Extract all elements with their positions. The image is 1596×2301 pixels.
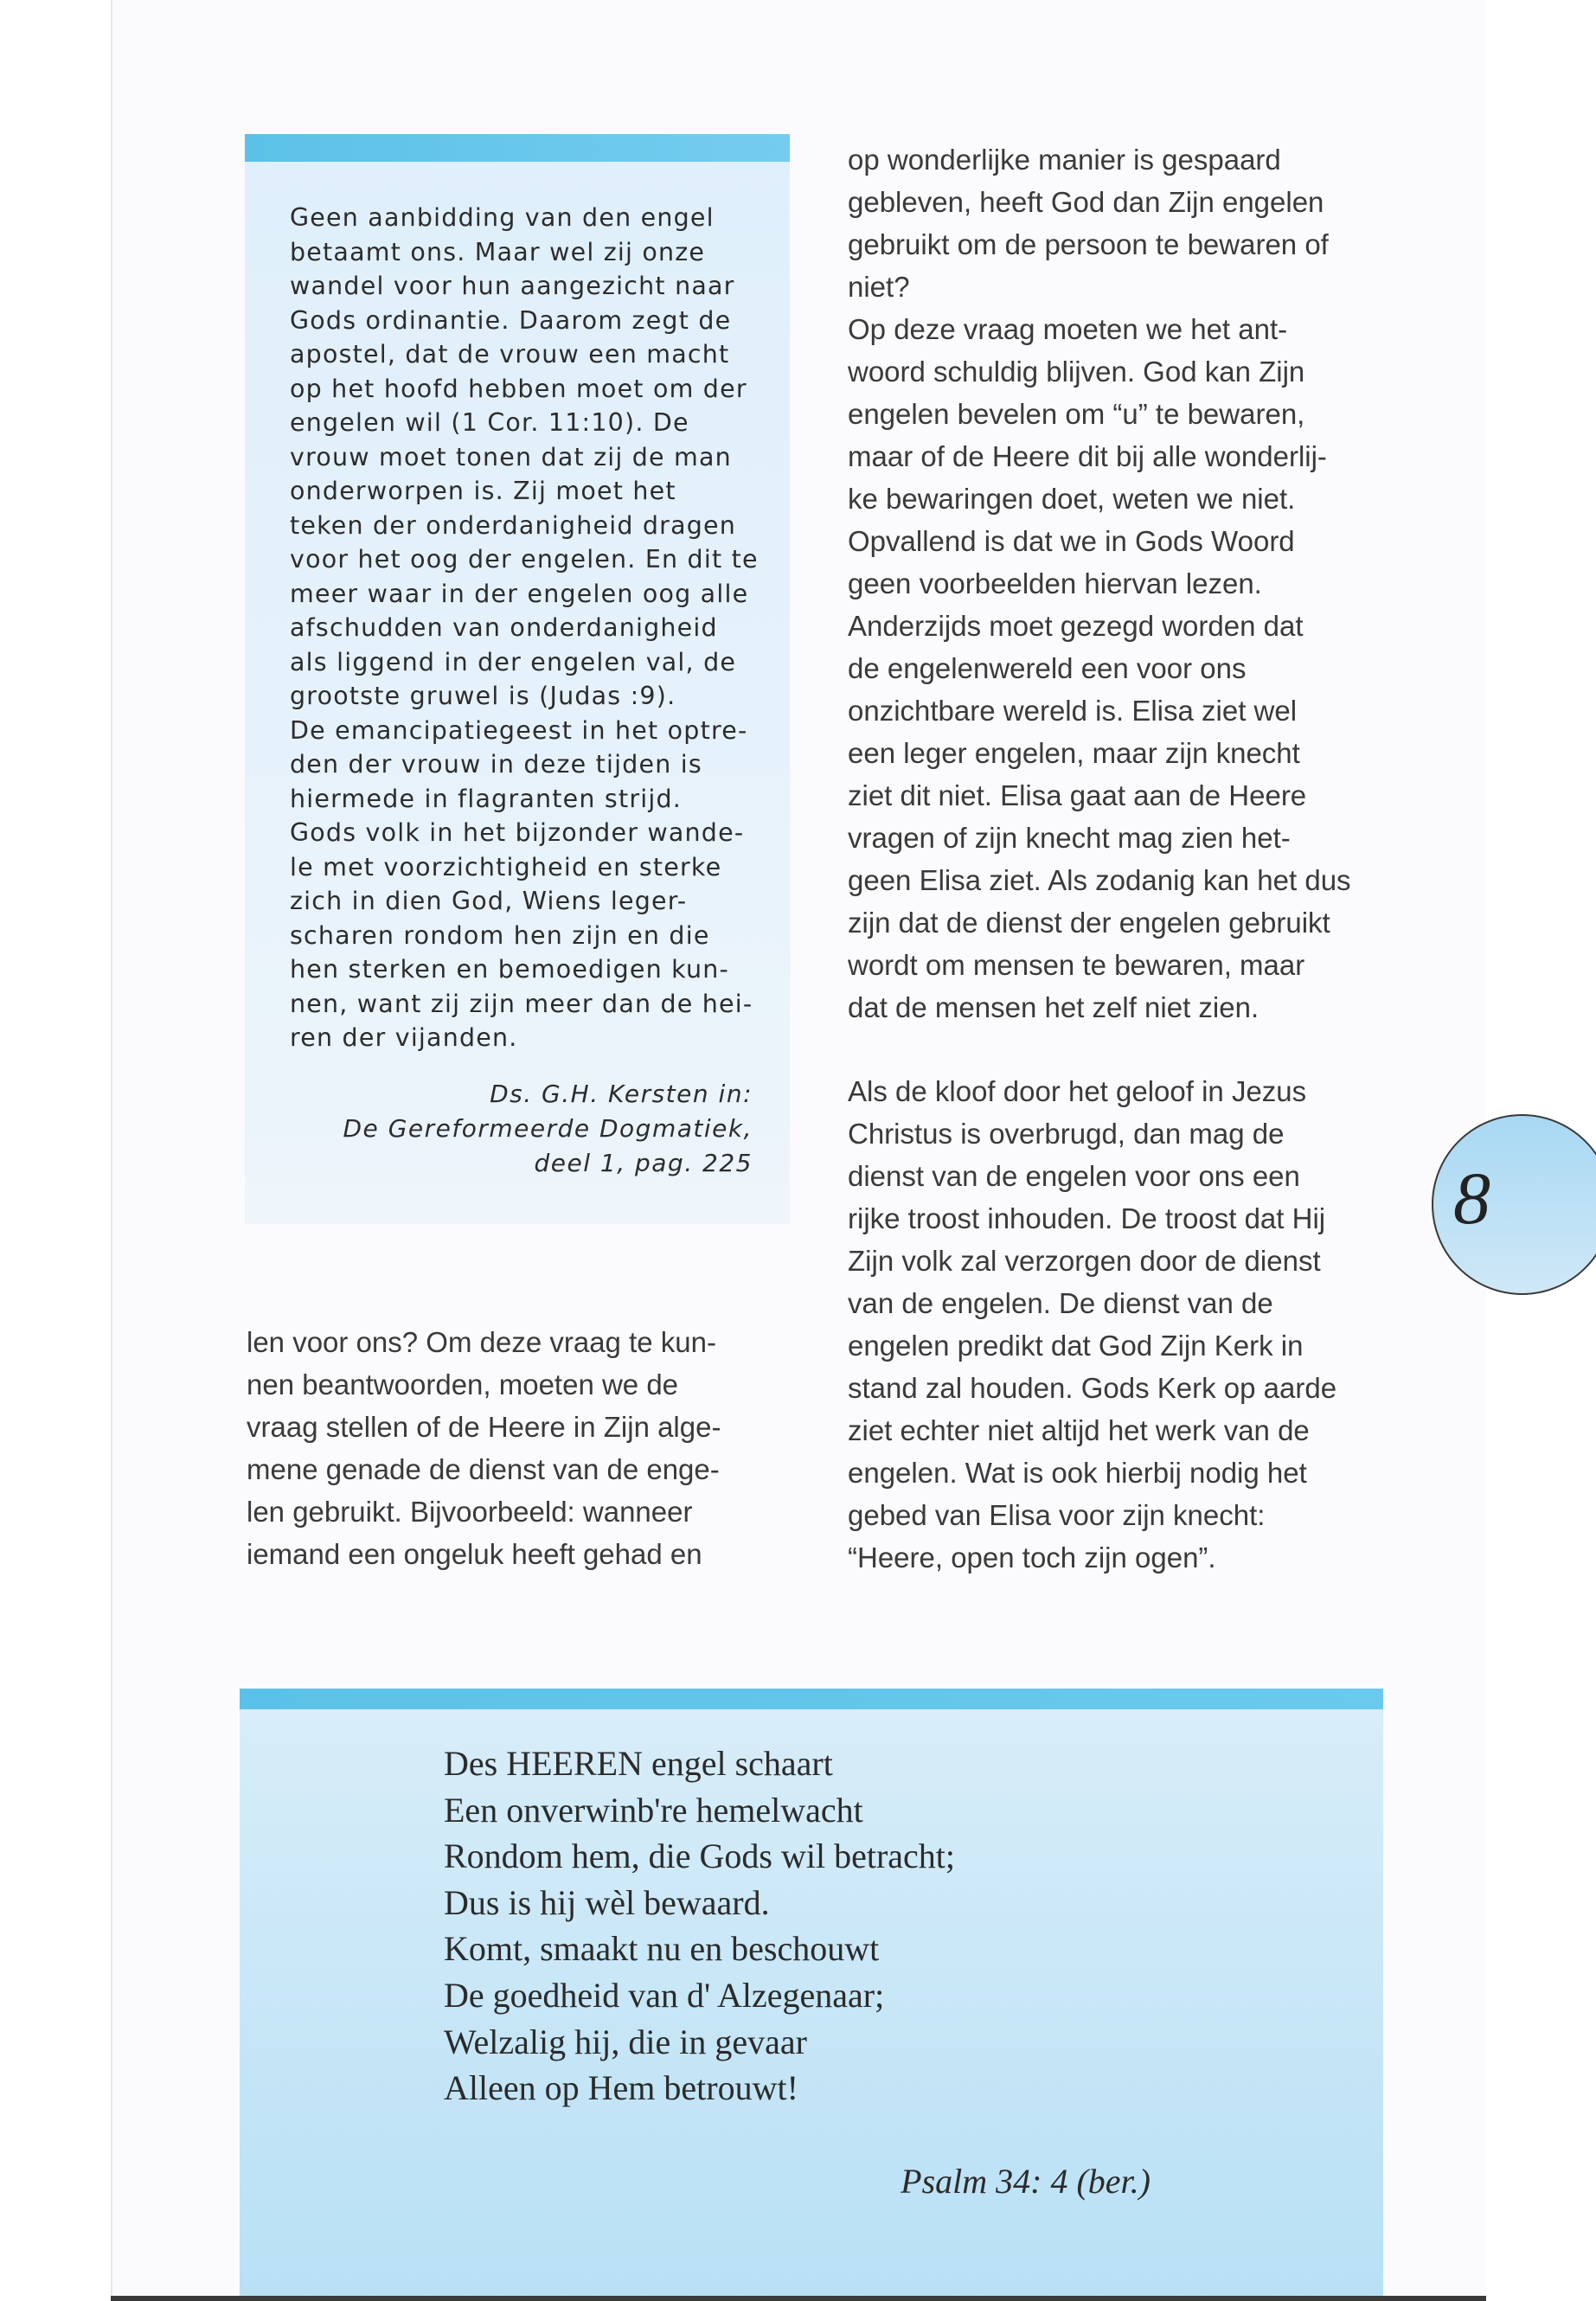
body-line: len gebruikt. Bijvoorbeeld: wanneer xyxy=(247,1496,693,1528)
body-line: dienst van de engelen voor ons een xyxy=(848,1160,1300,1192)
body-line: op wonderlijke manier is gespaard xyxy=(848,144,1281,176)
psalm-line: Des HEEREN engel schaart xyxy=(444,1744,833,1783)
body-line: zijn dat de dienst der engelen gebruikt xyxy=(848,907,1330,939)
page-bottom-edge xyxy=(111,2296,1486,2301)
body-line: wordt om mensen te bewaren, maar xyxy=(848,949,1305,981)
body-line: een leger engelen, maar zijn knecht xyxy=(848,737,1300,769)
body-line: len voor ons? Om deze vraag te kun- xyxy=(247,1326,716,1358)
body-line: geen Elisa ziet. Als zodanig kan het dus xyxy=(848,864,1351,896)
quote-line: onderworpen is. Zij moet het xyxy=(290,477,676,505)
psalm-line: Alleen op Hem betrouwt! xyxy=(444,2068,798,2108)
left-column-text xyxy=(247,1321,783,1575)
quote-line: ren der vijanden. xyxy=(290,1023,518,1052)
psalm-line: Komt, smaakt nu en beschouwt xyxy=(444,1929,880,1969)
quote-line: scharen rondom hen zijn en die xyxy=(290,920,710,950)
body-line: maar of de Heere dit bij alle wonderlij- xyxy=(848,440,1327,472)
body-line: de engelenwereld een voor ons xyxy=(848,652,1247,684)
body-line: Zijn volk zal verzorgen door de dienst xyxy=(848,1245,1321,1277)
psalm-verse xyxy=(444,1740,1222,2112)
body-line: mene genade de dienst van de enge- xyxy=(247,1453,720,1485)
attribution-line: Ds. G.H. Kersten in: xyxy=(490,1080,753,1108)
body-line: nen beantwoorden, moeten we de xyxy=(247,1368,679,1400)
quote-line: De emancipatiegeest in het optre- xyxy=(290,715,748,745)
body-line: niet? xyxy=(848,271,910,303)
right-column-text-top xyxy=(848,138,1401,1029)
attribution-line: deel 1, pag. 225 xyxy=(534,1149,753,1177)
body-line: geen voorbeelden hiervan lezen. xyxy=(848,567,1262,599)
quote-box-accent-bar xyxy=(245,134,790,162)
body-line: Als de kloof door het geloof in Jezus xyxy=(848,1075,1307,1107)
body-line: ke bewaringen doet, weten we niet. xyxy=(848,483,1296,515)
body-line: ziet echter niet altijd het werk van de xyxy=(848,1414,1310,1446)
quote-line: Geen aanbidding van den engel xyxy=(290,203,715,232)
right-column-text-bottom xyxy=(848,1070,1401,1579)
body-line: engelen. Wat is ook hierbij nodig het xyxy=(848,1457,1307,1489)
psalm-line: De goedheid van d' Alzegenaar; xyxy=(444,1975,885,2015)
body-line: gebruikt om de persoon te bewaren of xyxy=(848,228,1329,260)
attribution-line: De Gereformeerde Dogmatiek, xyxy=(343,1114,753,1143)
body-line: Op deze vraag moeten we het ant- xyxy=(848,313,1288,345)
body-line: engelen predikt dat God Zijn Kerk in xyxy=(848,1330,1304,1362)
page-edge-spacer xyxy=(1486,0,1596,2301)
quote-line: apostel, dat de vrouw een macht xyxy=(290,340,730,369)
quote-line: vrouw moet tonen dat zij de man xyxy=(290,442,732,471)
body-line: engelen bevelen om “u” te bewaren, xyxy=(848,398,1305,430)
body-line: dat de mensen het zelf niet zien. xyxy=(848,991,1259,1023)
body-line: “Heere, open toch zijn ogen”. xyxy=(848,1541,1216,1574)
quote-line: Gods volk in het bijzonder wande- xyxy=(290,818,745,847)
quote-line: den der vrouw in deze tijden is xyxy=(290,750,702,779)
quote-line: engelen wil (1 Cor. 11:10). De xyxy=(290,408,689,437)
body-line: Christus is overbrugd, dan mag de xyxy=(848,1118,1285,1150)
quote-attribution xyxy=(285,1077,753,1181)
quote-text xyxy=(290,201,774,1055)
psalm-line: Welzalig hij, die in gevaar xyxy=(444,2022,807,2061)
psalm-reference: Psalm 34: 4 (ber.) xyxy=(901,2162,1151,2201)
body-line: stand zal houden. Gods Kerk op aarde xyxy=(848,1372,1337,1404)
body-line: vraag stellen of de Heere in Zijn alge- xyxy=(247,1411,721,1443)
quote-line: hen sterken en bemoedigen kun- xyxy=(290,955,729,984)
quote-line: hiermede in flagranten strijd. xyxy=(290,784,683,813)
quote-line: betaamt ons. Maar wel zij onze xyxy=(290,237,706,266)
psalm-line: Dus is hij wèl bewaard. xyxy=(444,1882,770,1922)
body-line: ziet dit niet. Elisa gaat aan de Heere xyxy=(848,779,1307,811)
quote-line: le met voorzichtigheid en sterke xyxy=(290,852,722,881)
psalm-box-accent-bar xyxy=(240,1689,1383,1709)
quote-line: zich in dien God, Wiens leger- xyxy=(290,887,688,915)
quote-line: als liggend in der engelen val, de xyxy=(290,647,737,676)
psalm-line: Een onverwinb're hemelwacht xyxy=(444,1790,863,1830)
body-line: Anderzijds moet gezegd worden dat xyxy=(848,610,1304,642)
page-number: 8 xyxy=(1453,1157,1490,1240)
quote-line: teken der onderdanigheid dragen xyxy=(290,510,737,540)
body-line: Opvallend is dat we in Gods Woord xyxy=(848,525,1295,557)
quote-line: Gods ordinantie. Daarom zegt de xyxy=(290,305,732,335)
quote-line: meer waar in der engelen oog alle xyxy=(290,579,749,608)
body-line: gebleven, heeft God dan Zijn engelen xyxy=(848,186,1324,218)
quote-line: wandel voor hun aangezicht naar xyxy=(290,272,735,300)
body-line: woord schuldig blijven. God kan Zijn xyxy=(848,356,1305,388)
psalm-line: Rondom hem, die Gods wil betracht; xyxy=(444,1836,956,1876)
body-line: van de engelen. De dienst van de xyxy=(848,1287,1273,1319)
quote-line: nen, want zij zijn meer dan de hei- xyxy=(290,989,753,1018)
quote-line: voor het oog der engelen. En dit te xyxy=(290,545,759,574)
body-line: onzichtbare wereld is. Elisa ziet wel xyxy=(848,695,1298,727)
body-line: rijke troost inhouden. De troost dat Hij xyxy=(848,1202,1326,1234)
quote-line: afschudden van onderdanigheid xyxy=(290,613,718,642)
quote-line: op het hoofd hebben moet om der xyxy=(290,374,747,403)
quote-line: grootste gruwel is (Judas :9). xyxy=(290,682,676,710)
body-line: vragen of zijn knecht mag zien het- xyxy=(848,822,1291,854)
body-line: iemand een ongeluk heeft gehad en xyxy=(247,1538,702,1570)
body-line: gebed van Elisa voor zijn knecht: xyxy=(848,1499,1266,1531)
